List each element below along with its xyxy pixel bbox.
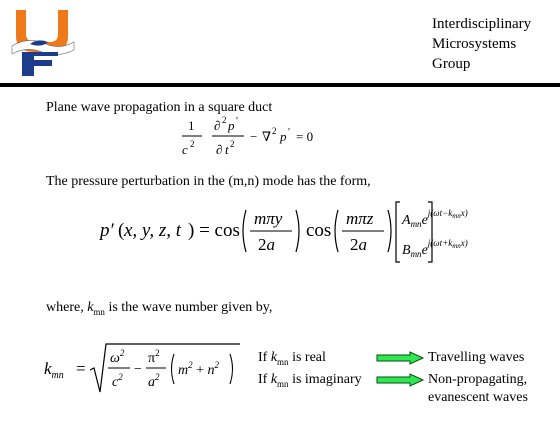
svg-text:2a: 2a	[350, 235, 367, 254]
group-line-2: Microsystems	[432, 36, 517, 52]
svg-text:c: c	[182, 142, 188, 157]
svg-text:c2: $c^2$	[112, 372, 123, 390]
group-line-3: Group	[432, 56, 471, 72]
kmn-symbol-imag: $k_{mn}$	[270, 372, 289, 389]
svg-text:′: ′	[288, 127, 291, 138]
pressure-mode-equation	[94, 198, 468, 269]
svg-text:mπy: mπy	[254, 209, 283, 228]
svg-text:∇: ∇	[262, 129, 272, 144]
header-divider	[0, 83, 560, 87]
svg-text:2a: 2a	[258, 235, 275, 254]
svg-text:π2: $\pi^2$	[148, 348, 160, 366]
svg-text:(: (	[118, 220, 125, 241]
arrow-right-icon	[376, 373, 424, 392]
svg-text:t: t	[225, 142, 229, 157]
svg-text:m2 + n2: $m^2 + n^2$	[178, 360, 220, 378]
where-suffix: is the wave number given by,	[108, 300, 273, 315]
condition-real-prefix: If	[258, 350, 268, 365]
arrow-right-icon	[376, 351, 424, 370]
svg-text:p: p	[228, 118, 235, 133]
ufl-logo	[8, 6, 78, 78]
svg-text:a2: $a^2$	[148, 372, 160, 390]
group-line-1: Interdisciplinary	[432, 16, 532, 32]
condition-imag-suffix: is imaginary	[292, 372, 362, 387]
svg-text:Bmnej(ωt+kmnx): $B_{mn}e^{j(\omega t+k}mnx$)	[402, 238, 468, 259]
svg-text:1: 1	[188, 118, 195, 133]
svg-text:mπz: mπz	[346, 209, 374, 228]
svg-text:cos: cos	[306, 220, 332, 241]
svg-text:ω2: $\omega^2$	[110, 348, 125, 366]
svg-text:=: =	[76, 359, 86, 378]
svg-text:) = cos: ) = cos	[188, 220, 240, 241]
condition-imag-prefix: If	[258, 372, 268, 387]
svg-text:∂: ∂	[216, 142, 223, 157]
svg-text:p: p	[280, 129, 287, 144]
svg-text:′: ′	[236, 116, 239, 127]
condition-real-suffix: is real	[292, 350, 326, 365]
kmn-equation	[44, 340, 244, 403]
result-imaginary-line-1: Non-propagating,	[428, 372, 528, 387]
intro-text: Plane wave propagation in a square duct	[46, 100, 273, 115]
svg-text:2: 2	[272, 126, 277, 136]
svg-text:p′: p′	[100, 220, 114, 241]
svg-text:Amnej(ωt−kmnx): $A_{mn}e^{j(\omega t-k}mnx$)	[402, 208, 468, 229]
condition-imaginary	[258, 372, 362, 389]
group-name	[432, 14, 552, 74]
kmn-symbol: $k_{mn}$	[87, 300, 105, 317]
condition-real	[258, 350, 326, 367]
svg-text:2: 2	[222, 115, 227, 125]
svg-text:∂: ∂	[214, 118, 221, 133]
result-imaginary-line-2: evanescent waves	[428, 390, 528, 405]
svg-text:= 0: = 0	[296, 129, 314, 144]
svg-text:−: −	[134, 362, 142, 377]
wave-equation	[178, 114, 338, 169]
where-prefix: where,	[46, 300, 84, 315]
svg-text:kmn: $k_{mn}$	[44, 359, 64, 381]
mode-sentence: The pressure perturbation in the (m,n) mode has the form,	[46, 174, 371, 189]
wave-number-sentence	[46, 300, 272, 317]
result-real: Travelling waves	[428, 350, 525, 365]
svg-text:x, y, z, t: x, y, z, t	[124, 220, 181, 241]
svg-text:−: −	[250, 129, 258, 144]
kmn-symbol-real: $k_{mn}$	[270, 350, 289, 367]
svg-text:2: 2	[190, 139, 195, 149]
svg-text:2: 2	[230, 139, 235, 149]
